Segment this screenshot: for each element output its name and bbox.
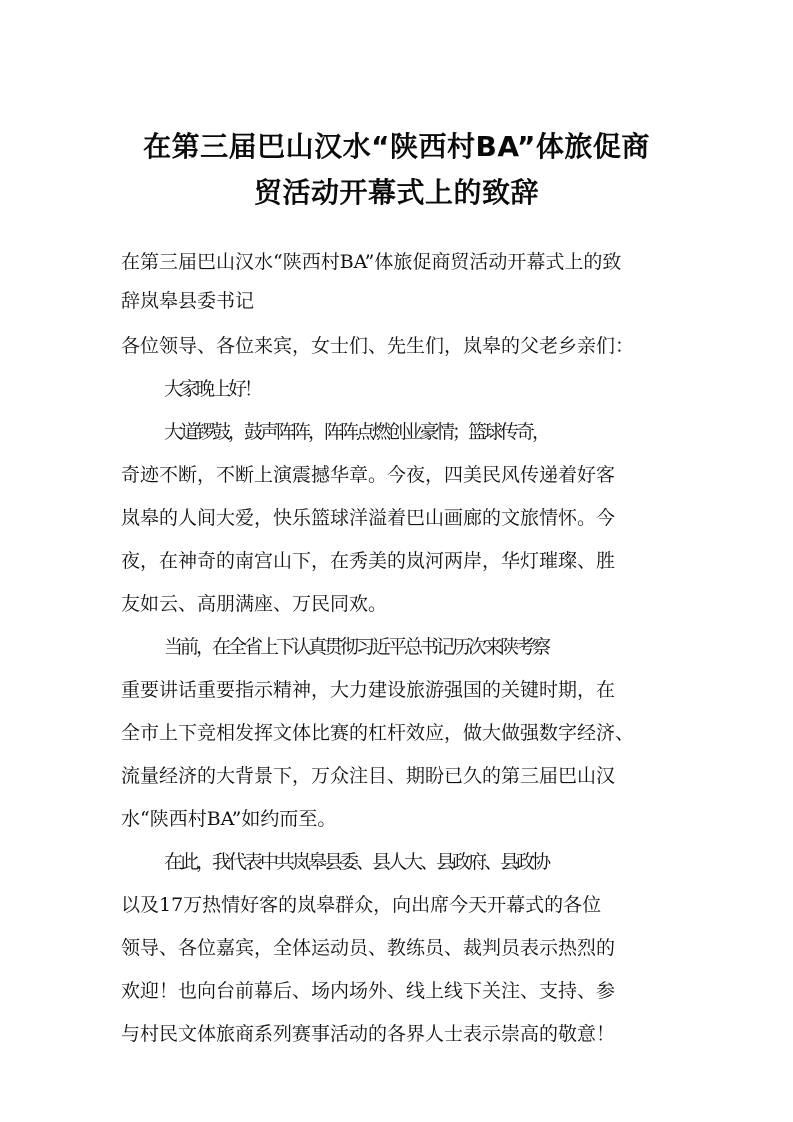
body-line: 辞岚皋县委书记 — [121, 290, 255, 312]
body-line: 夜，在神奇的南宫山下，在秀美的岚河两岸，华灯璀璨、胜 — [121, 550, 616, 572]
body-line: 全市上下竞相发挥文体比赛的杠杆效应，做大做强数字经济、 — [121, 722, 635, 744]
body-line: 以及17万热情好客的岚皋群众，向出席今天开幕式的各位 — [121, 894, 602, 916]
body-line: 奇迹不断，不断上演震撼华章。今夜，四美民风传递着好客 — [121, 464, 616, 486]
body-line: 欢迎！也向台前幕后、场内场外、线上线下关注、支持、参 — [121, 980, 616, 1002]
greeting-line: 大家晚上好！ — [164, 378, 261, 400]
body-line: 岚皋的人间大爱，快乐篮球洋溢着巴山画廊的文旅情怀。今 — [121, 507, 616, 529]
body-line: 与村民文体旅商系列赛事活动的各界人士表示崇高的敬意！ — [121, 1023, 616, 1045]
body-line: 友如云、高朋满座、万民同欢。 — [121, 593, 388, 615]
body-line: 领导、各位嘉宾，全体运动员、教练员、裁判员表示热烈的 — [121, 937, 616, 959]
body-line: 在第三届巴山汉水“陕西村BA”体旅促商贸活动开幕式上的致 — [121, 251, 622, 273]
body-line: 重要讲话重要指示精神，大力建设旅游强国的关键时期，在 — [121, 679, 616, 701]
body-line: 水“陕西村BA”如约而至。 — [121, 808, 337, 830]
body-line: 当前，在全省上下认真贯彻习近平总书记历次来陕考察 — [164, 636, 549, 658]
body-line: 大道锣鼓，鼓声阵阵，阵阵点燃创业豪情；篮球传奇， — [164, 421, 549, 443]
document-title-line-1: 在第三届巴山汉水“陕西村BA”体旅促商 — [143, 130, 650, 163]
body-line: 在此，我代表中共岚皋县委、县人大、县政府、县政协 — [164, 851, 549, 873]
salutation-line: 各位领导、各位来宾，女士们、先生们，岚皋的父老乡亲们： — [121, 335, 635, 357]
body-line: 流量经济的大背景下，万众注目、期盼已久的第三届巴山汉 — [121, 765, 616, 787]
document-title-line-2: 贸活动开幕式上的致辞 — [253, 176, 539, 209]
